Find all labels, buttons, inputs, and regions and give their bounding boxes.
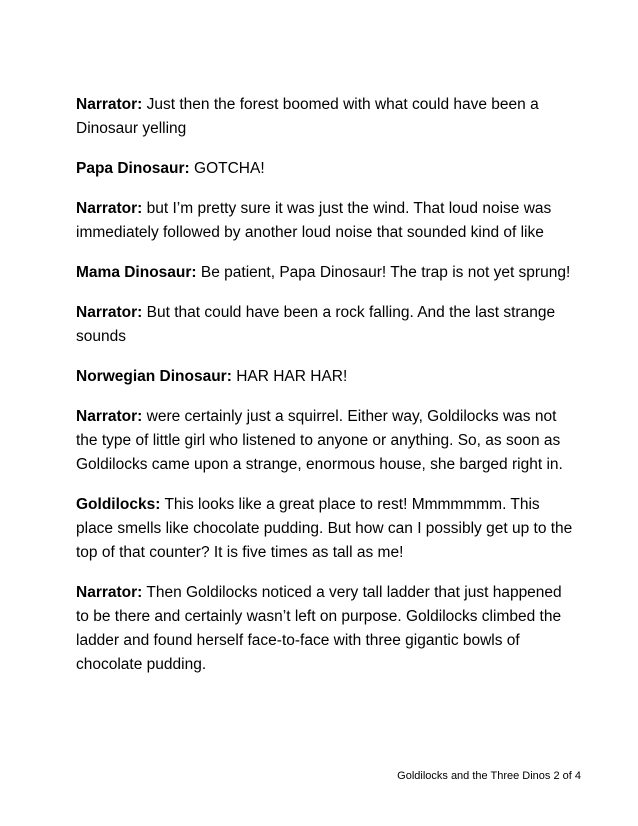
script-body [76, 93, 576, 693]
dialogue-text: HAR HAR HAR! [236, 368, 348, 385]
script-entry [76, 301, 576, 349]
speaker-name: Narrator: [76, 584, 143, 601]
dialogue-text: But that could have been a rock falling. And the last strange sounds [76, 304, 556, 345]
script-entry [76, 405, 576, 477]
script-entry [76, 93, 576, 141]
speaker-name: Narrator: [76, 408, 143, 425]
speaker-name: Narrator: [76, 304, 143, 321]
dialogue-text: Just then the forest boomed with what could have been a Dinosaur yelling [76, 96, 539, 137]
script-entry [76, 157, 576, 181]
script-entry [76, 365, 576, 389]
speaker-name: Goldilocks: [76, 496, 161, 513]
dialogue-text: GOTCHA! [194, 160, 265, 177]
speaker-name: Mama Dinosaur: [76, 264, 197, 281]
dialogue-text: but I’m pretty sure it was just the wind. That loud noise was immediately followed by another loud noise that sounded kind of like [76, 200, 552, 241]
script-entry [76, 493, 576, 565]
speaker-name: Norwegian Dinosaur: [76, 368, 232, 385]
speaker-name: Papa Dinosaur: [76, 160, 190, 177]
page-footer: Goldilocks and the Three Dinos 2 of 4 [397, 770, 581, 782]
script-entry [76, 197, 576, 245]
script-entry [76, 581, 576, 677]
speaker-name: Narrator: [76, 96, 143, 113]
dialogue-text: Then Goldilocks noticed a very tall ladder that just happened to be there and certainly wasn’t left on purpose. Goldilocks climbed the ladder and found herself face-to-face with three gigantic bowls of chocolate pudding. [76, 584, 562, 673]
dialogue-text: Be patient, Papa Dinosaur! The trap is not yet sprung! [200, 264, 571, 281]
script-entry [76, 261, 576, 285]
speaker-name: Narrator: [76, 200, 143, 217]
dialogue-text: were certainly just a squirrel. Either way, Goldilocks was not the type of little girl who listened to anyone or anything. So, as soon as Goldilocks came upon a strange, enormous house, she barged right in. [76, 408, 563, 473]
dialogue-text: This looks like a great place to rest! Mmmmmmm. This place smells like chocolate pudding. But how can I possibly get up to the top of that counter? It is five times as tall as me! [76, 496, 573, 561]
